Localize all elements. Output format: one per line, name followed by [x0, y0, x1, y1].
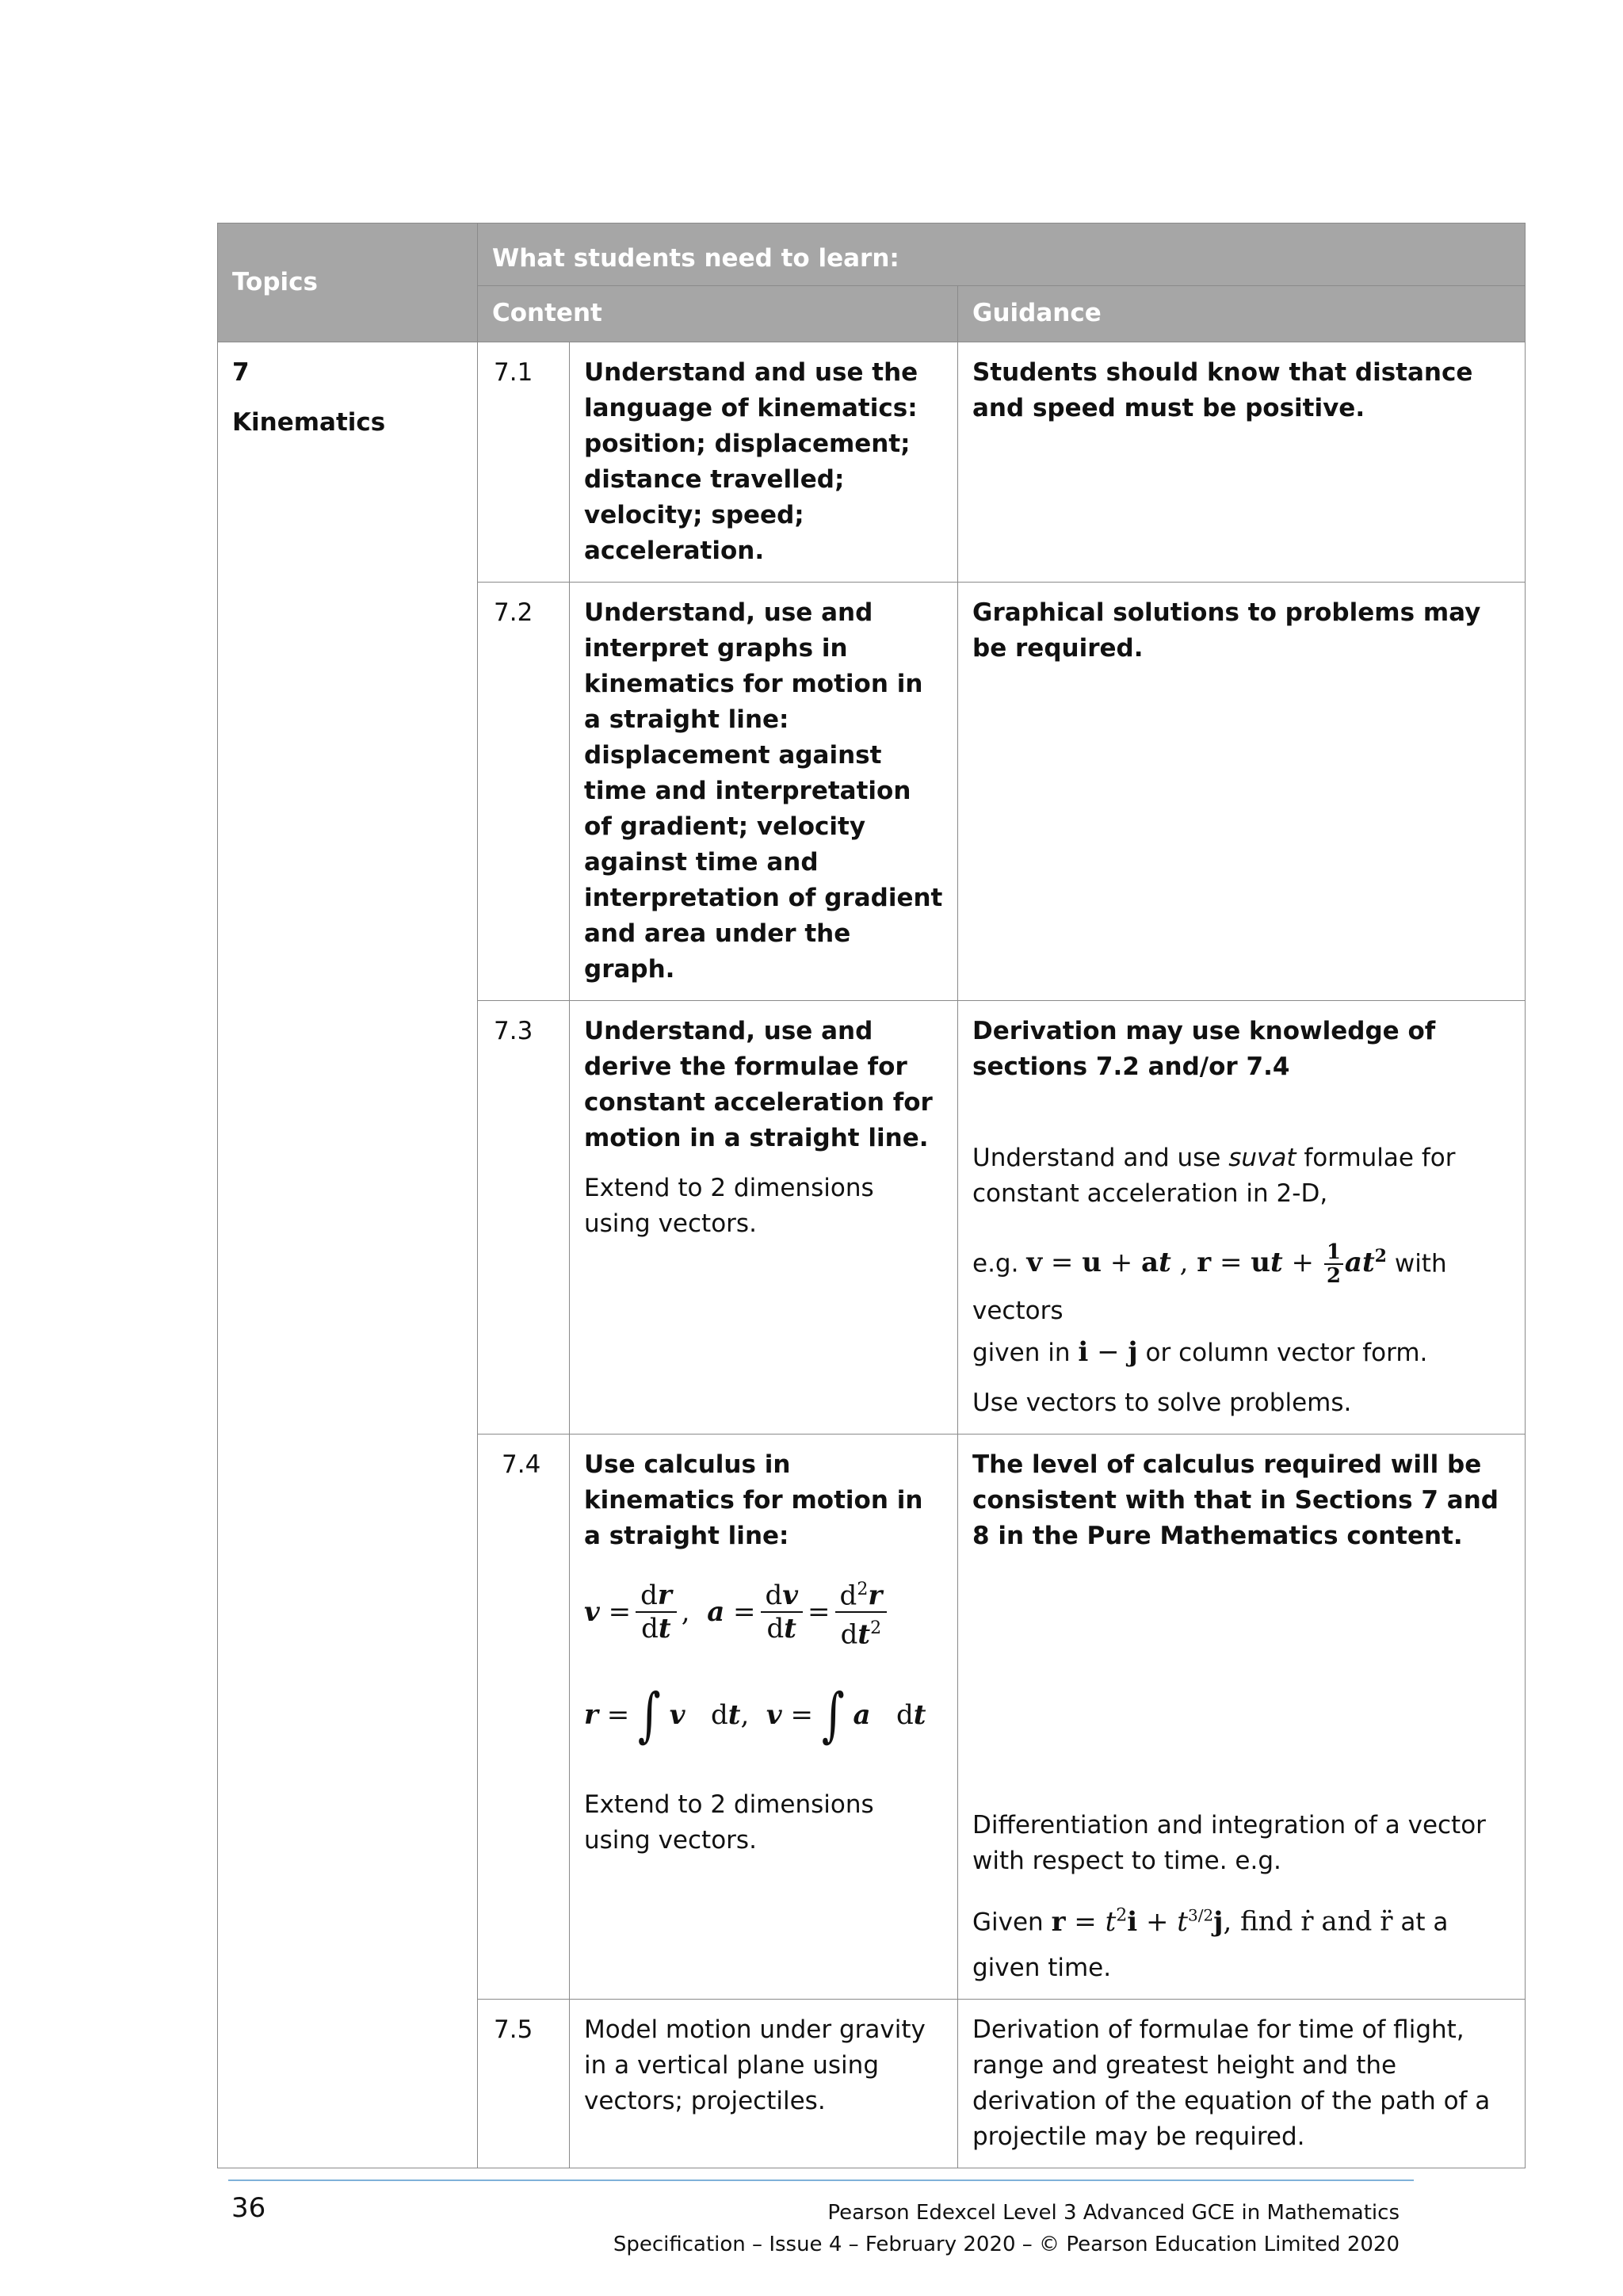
specification-table-wrapper — [217, 223, 1525, 2168]
row-guidance: Students should know that distance and speed must be positive. — [958, 342, 1526, 583]
footer-line-1: Pearson Edexcel Level 3 Advanced GCE in Mathematics — [827, 2201, 1400, 2225]
r-dot: ṙ — [1300, 1905, 1314, 1938]
footer-line-2: Specification – Issue 4 – February 2020 – © Pearson Education Limited 2020 — [613, 2233, 1400, 2256]
row-content — [570, 1435, 958, 1999]
integral-formulae: r = ∫ v d t , v = ∫ a d t — [584, 1681, 926, 1750]
row-code: 7.5 — [478, 1999, 570, 2168]
eg-label: e.g. — [972, 1249, 1019, 1278]
topic-number: 7 — [232, 358, 250, 387]
at-a-label: at a — [1400, 1908, 1449, 1937]
row-code: 7.4 — [478, 1435, 570, 1999]
suvat-formulae: v = u + at , r = ut + $\frac{1}{2}$ $at^2$ — [1026, 1240, 1387, 1289]
content-extension: Extend to 2 dimensions using vectors. — [584, 1790, 874, 1855]
r-double-dot: r̈ — [1380, 1905, 1393, 1938]
half-fraction: $\frac{1}{2}$ — [1324, 1241, 1343, 1287]
guidance-use-vectors: Use vectors to solve problems. — [972, 1389, 1352, 1418]
row-code: 7.1 — [478, 342, 570, 583]
guidance-suvat-pre: Understand and use — [972, 1144, 1229, 1172]
guidance-suvat-word: suvat — [1228, 1144, 1296, 1172]
content-extension: Extend to 2 dimensions using vectors. — [584, 1174, 874, 1238]
guidance-main: Derivation may use knowledge of sections 7.2 and/or 7.4 — [972, 1017, 1436, 1081]
derivative-formulae: v = $\frac{dr}{dt}$ , a = $\frac{dv}{dt}$ = $\frac{d^2r}{dt^2}$ — [584, 1568, 943, 1656]
topic-name: Kinematics — [232, 408, 386, 437]
guidance-given — [972, 1887, 1510, 1950]
content-main: Use calculus in kinematics for motion in a straight line: — [584, 1450, 923, 1551]
guidance-differentiation: Differentiation and integration of a vector with respect to time. e.g. — [972, 1811, 1486, 1876]
guidance-suvat — [972, 1140, 1510, 1212]
ij-notation: i − j — [1078, 1336, 1138, 1369]
guidance-main: The level of calculus required will be consistent with that in Sections 7 and 8 in the Pure Mathematics content. — [972, 1450, 1499, 1551]
find-label: , find — [1223, 1905, 1293, 1938]
specification-table — [217, 223, 1526, 2168]
topic-cell — [218, 342, 478, 2168]
row-guidance: Derivation of formulae for time of flight, range and greatest height and the derivation of the equation of the path of a projectile may be required. — [958, 1999, 1526, 2168]
integral-sign: ∫ — [821, 1681, 845, 1750]
column-vector-label: or column vector form. — [1145, 1339, 1428, 1368]
header-topics: Topics — [218, 223, 478, 342]
row-code: 7.2 — [478, 583, 570, 1001]
row-content: Model motion under gravity in a vertical plane using vectors; projectiles. — [570, 1999, 958, 2168]
page-number: 36 — [231, 2192, 266, 2224]
guidance-given-time: given time. — [972, 1953, 1112, 1982]
guidance-suvat-post: formulae for constant acceleration in 2-D, — [972, 1144, 1456, 1208]
row-guidance — [958, 1001, 1526, 1435]
header-guidance: Guidance — [958, 286, 1526, 342]
footer-text — [613, 2197, 1400, 2260]
header-row-1 — [218, 223, 1526, 286]
header-what-students-learn: What students need to learn: — [478, 223, 1526, 286]
row-content: Understand, use and interpret graphs in kinematics for motion in a straight line: displacement against time and interpretation of gradient; velocity against time and interpretation of gradient and area under the graph. — [570, 583, 958, 1001]
row-guidance — [958, 1435, 1526, 1999]
position-vector-formula: $r = t^2i + t^{3/2}j$ — [1051, 1905, 1224, 1938]
table-row-7-1 — [218, 342, 1526, 583]
content-main: Understand, use and derive the formulae for constant acceleration for motion in a straight line. — [584, 1017, 933, 1152]
row-content — [570, 1001, 958, 1435]
row-code: 7.3 — [478, 1001, 570, 1435]
row-content: Understand and use the language of kinematics: position; displacement; distance travelled; velocity; speed; acceleration. — [570, 342, 958, 583]
footer-rule — [228, 2179, 1414, 2181]
given-in-label: given in — [972, 1339, 1071, 1368]
and-label: and — [1321, 1905, 1373, 1938]
integral-sign: ∫ — [638, 1681, 661, 1750]
with-vectors: with vectors — [972, 1249, 1447, 1326]
row-guidance: Graphical solutions to problems may be required. — [958, 583, 1526, 1001]
given-label: Given — [972, 1908, 1044, 1937]
guidance-ij — [972, 1335, 1510, 1371]
header-content: Content — [478, 286, 958, 342]
guidance-example — [972, 1232, 1510, 1335]
